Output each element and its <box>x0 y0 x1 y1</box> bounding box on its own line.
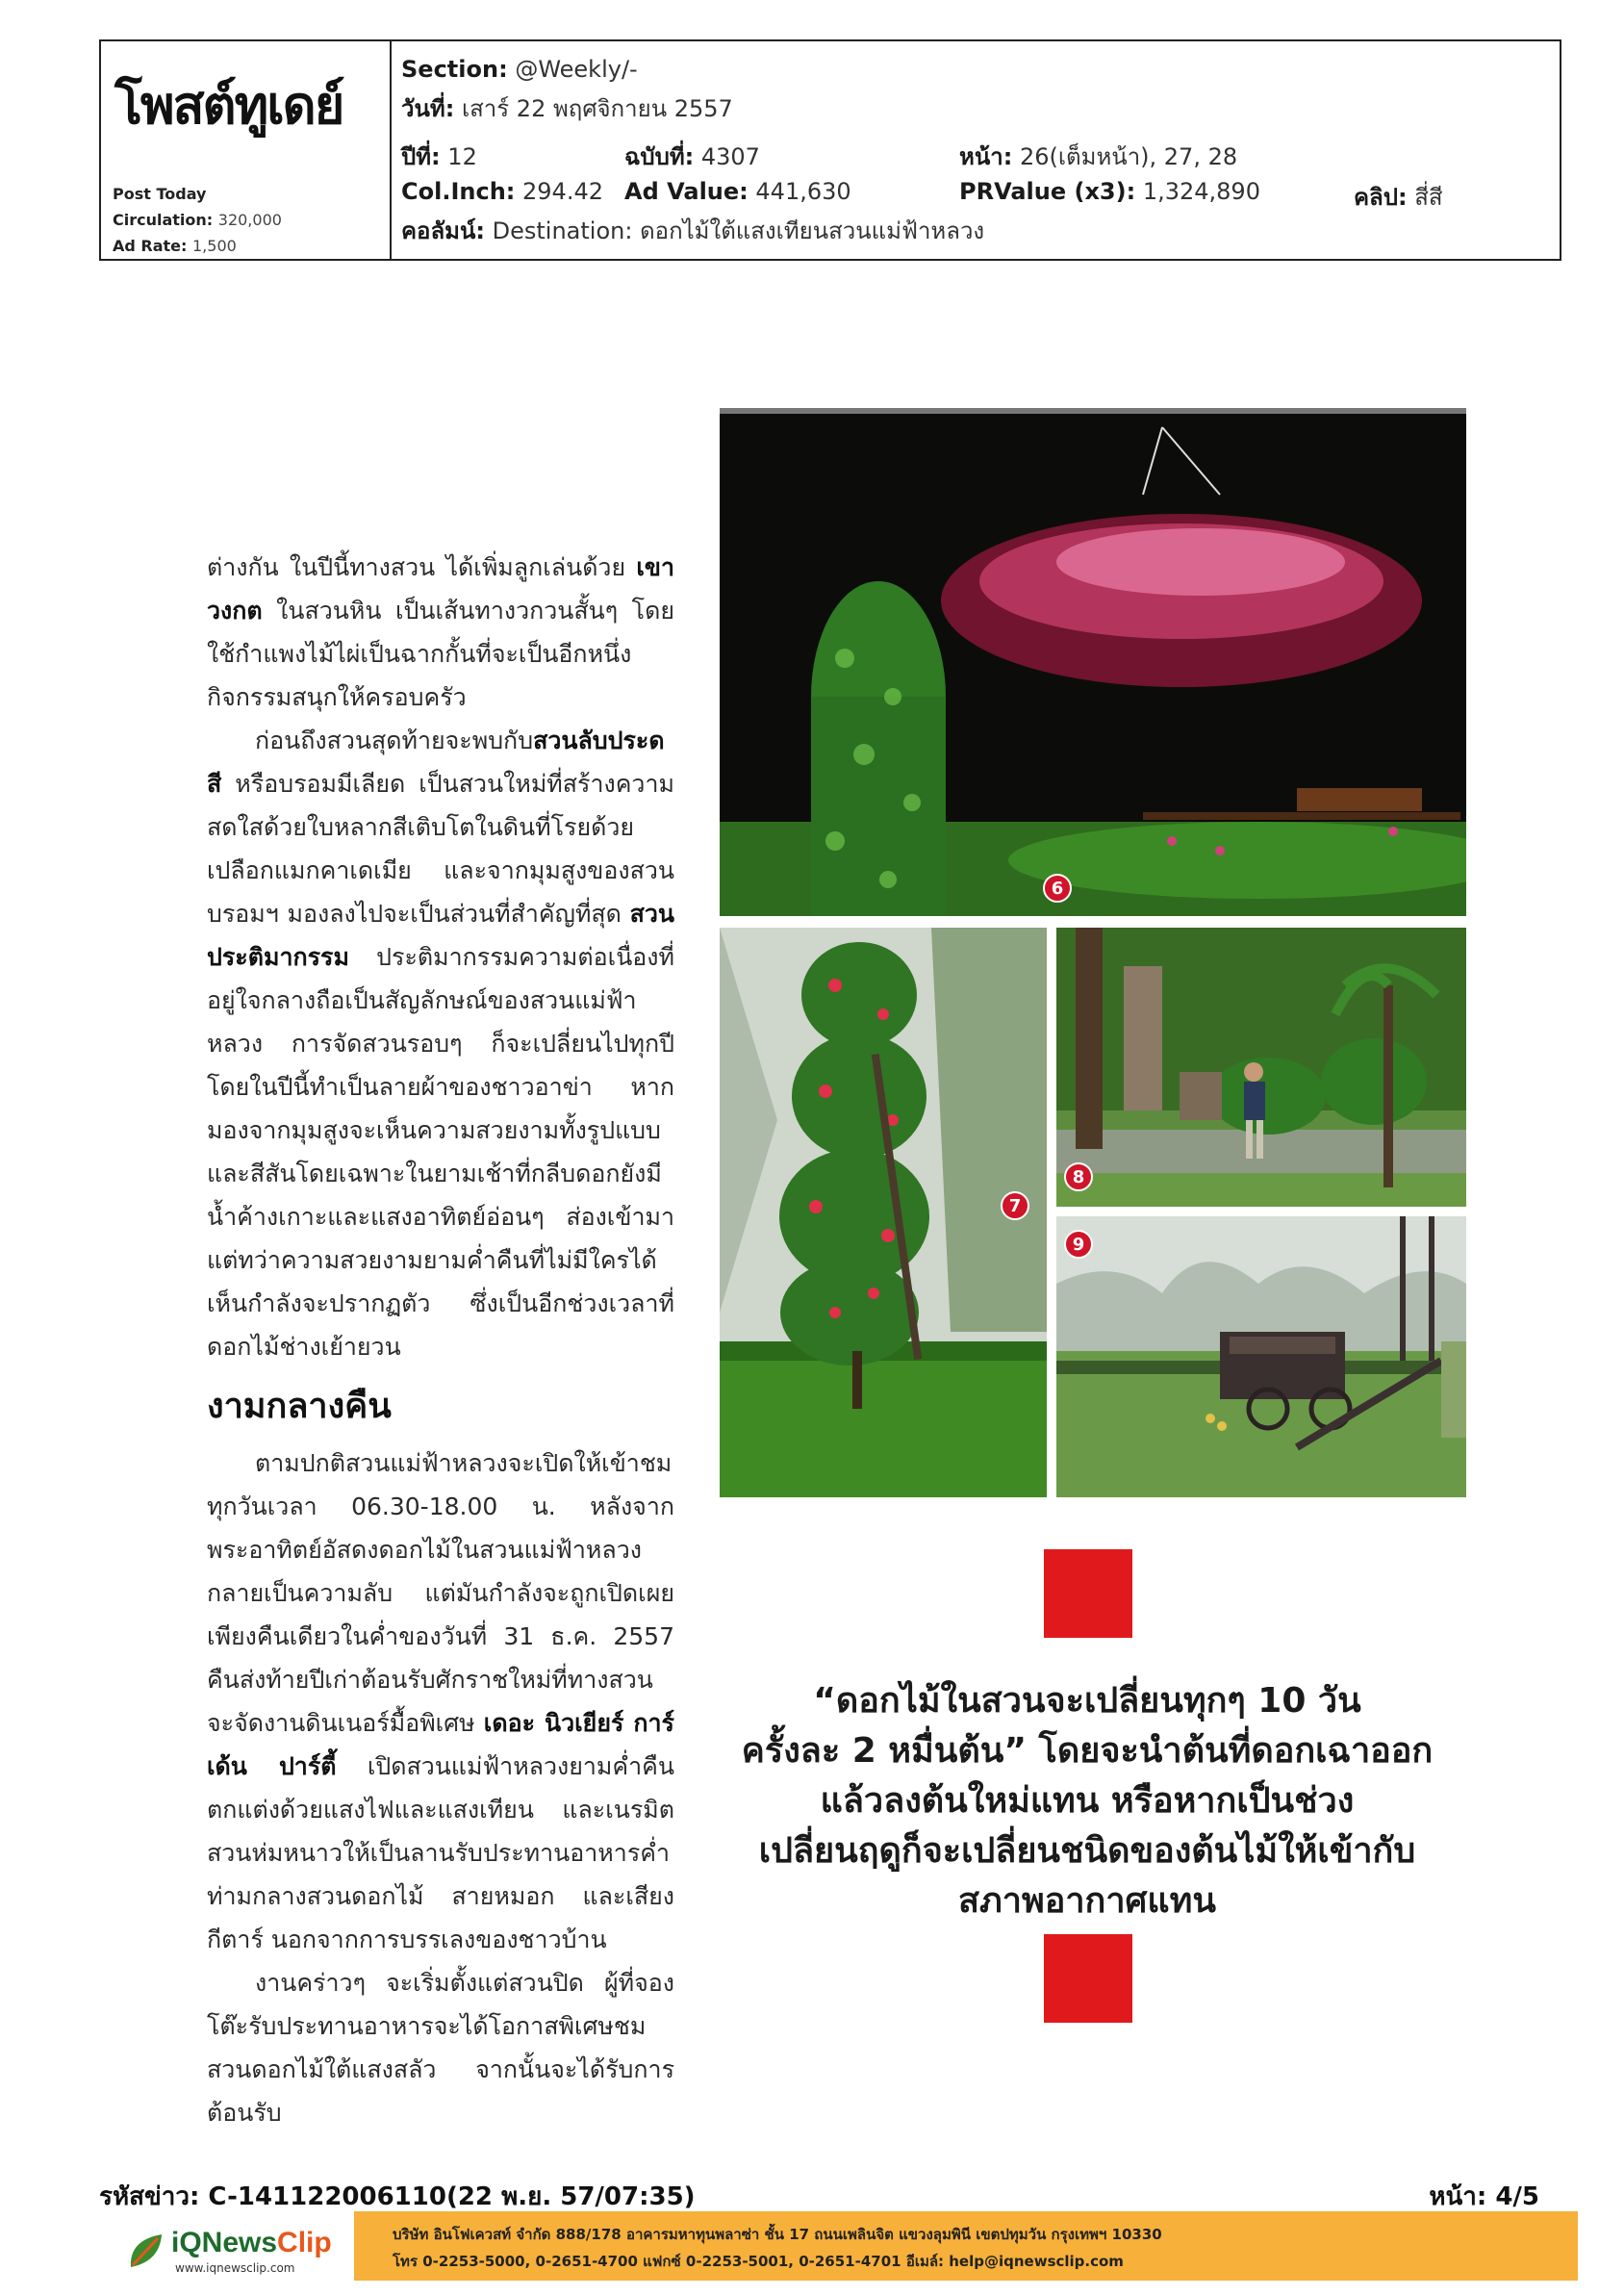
photo-family-garden <box>1056 928 1466 1207</box>
issue-field: ฉบับที่: 4307 <box>624 143 760 170</box>
column-row: คอลัมน์: Destination: ดอกไม้ใต้แสงเทียนสวนแม่ฟ้าหลวง <box>401 217 985 244</box>
clipping-details <box>392 41 1560 259</box>
article-subheading: งามกลางคืน <box>207 1387 392 1426</box>
news-code: รหัสข่าว: C-141122006110(22 พ.ย. 57/07:35) <box>99 2182 696 2211</box>
publication-name: Post Today <box>113 185 207 203</box>
quote-mark-bottom <box>1044 1934 1132 2023</box>
page-field: หน้า: 26(เต็มหน้า), 27, 28 <box>959 143 1238 170</box>
photo-flower-tower <box>720 928 1047 1497</box>
clipping-info-box <box>99 39 1561 261</box>
contact-info: โทร 0-2253-5000, 0-2651-4700 แฟกซ์ 0-2253-5001, 0-2651-4701 อีเมล์: help@iqnewsclip.com <box>393 2253 1124 2270</box>
publication-panel <box>101 41 392 259</box>
photo-night-garden <box>720 408 1466 916</box>
year-field: ปีที่: 12 <box>401 143 477 170</box>
photo-number-badge: 7 <box>1001 1191 1029 1220</box>
paragraph: ก่อนถึงสวนสุดท้ายจะพบกับสวนลับประดสี หรือบรอมมีเลียด เป็นสวนใหม่ที่สร้างความสดใสด้วยใบหลากสีเติบโตในดินที่โรยด้วยเปลือกแมกคาเดเมีย และจากมุมสูงของสวนบรอมฯ มองลงไปจะเป็นส่วนที่สำคัญที่สุด สวนประติมากรรม ประติมากรรมความต่อเนื่องที่อยู่ใจกลางถือเป็นสัญลักษณ์ของสวนแม่ฟ้าหลวง การจัดสวนรอบๆ ก็จะเปลี่ยนไปทุกปีโดยในปีนี้ทำเป็นลายผ้าของชาวอาข่า หากมองจากมุมสูงจะเห็นความสวยงามทั้งรูปแบบและสีสันโดยเฉพาะในยามเช้าที่กลีบดอกยังมีน้ำค้างเกาะและแสงอาทิตย์อ่อนๆ ส่องเข้ามา แต่ทว่าความสวยงามยามค่ำคืนที่ไม่มีใครได้เห็นกำลังจะปรากฏตัว ซึ่งเป็นอีกช่วงเวลาที่ดอกไม้ช่างเย้ายวน <box>207 727 674 1361</box>
clip-field: คลิป: สี่สี <box>1354 184 1443 211</box>
masthead-logo: โพสต์ทูเดย์ <box>114 75 343 136</box>
colinch-field: Col.Inch: 294.42 <box>401 178 603 205</box>
logo-wordmark: iQNewsClip <box>171 2227 332 2258</box>
page-number: หน้า: 4/5 <box>1429 2182 1539 2211</box>
iqnewsclip-logo <box>125 2225 346 2279</box>
paragraph: ตามปกติสวนแม่ฟ้าหลวงจะเปิดให้เข้าชมทุกวันเวลา 06.30-18.00 น. หลังจากพระอาทิตย์อัสดงดอกไม้ในสวนแม่ฟ้าหลวงกลายเป็นความลับ แต่มันกำลังจะถูกเปิดเผยเพียงคืนเดียวในค่ำของวันที่ 31 ธ.ค. 2557 คืนส่งท้ายปีเก่าต้อนรับศักราชใหม่ที่ทางสวน จะจัดงานดินเนอร์มื้อพิเศษ เดอะ นิวเยียร์ การ์เด้น ปาร์ตี้ เปิดสวนแม่ฟ้าหลวงยามค่ำคืนตกแต่งด้วยแสงไฟและแสงเทียน และเนรมิตสวนห่มหนาวให้เป็นลานรับประทานอาหารค่ำท่ามกลางสวนดอกไม้ สายหมอก และเสียงกีตาร์ นอกจากการบรรเลงของชาวบ้าน <box>207 1449 674 1953</box>
photo-misty-garden <box>1056 1216 1466 1497</box>
advalue-field: Ad Value: 441,630 <box>624 178 851 205</box>
article-body <box>207 546 674 2134</box>
footer-contact-band <box>354 2211 1578 2281</box>
photo-number-badge: 9 <box>1064 1230 1093 1259</box>
paragraph: ต่างกัน ในปีนี้ทางสวน ได้เพิ่มลูกเล่นด้วย เขาวงกต ในสวนหิน เป็นเส้นทางวกวนสั้นๆ โดยใช้กำแพงไม้ไผ่เป็นฉากกั้นที่จะเป็นอีกหนึ่งกิจกรรมสนุกให้ครอบครัว <box>207 553 674 711</box>
logo-url: www.iqnewsclip.com <box>175 2261 295 2275</box>
company-address: บริษัท อินโฟเควสท์ จำกัด 888/178 อาคารมหาทุนพลาซ่า ชั้น 17 ถนนเพลินจิต แขวงลุมพินี เขตปทุมวัน กรุงเทพฯ 10330 <box>393 2226 1162 2243</box>
quote-mark-top <box>1044 1549 1132 1638</box>
date-row: วันที่: เสาร์ 22 พฤศจิกายน 2557 <box>401 95 733 122</box>
photo-number-badge: 6 <box>1043 874 1072 903</box>
paragraph: งานคร่าวๆ จะเริ่มตั้งแต่สวนปิด ผู้ที่จองโต๊ะรับประทานอาหารจะได้โอกาสพิเศษชมสวนดอกไม้ใต้แสงสลัว จากนั้นจะได้รับการต้อนรับ <box>207 1969 674 2127</box>
ad-rate: Ad Rate: 1,500 <box>113 237 237 255</box>
leaf-icon <box>125 2229 169 2273</box>
photo-number-badge: 8 <box>1064 1162 1093 1191</box>
prvalue-field: PRValue (x3): 1,324,890 <box>959 178 1260 205</box>
pull-quote: “ดอกไม้ในสวนจะเปลี่ยนทุกๆ 10 วัน ครั้งละ 2 หมื่นต้น” โดยจะนำต้นที่ดอกเฉาออก แล้วลงต้นใหม่แทน หรือหากเป็นช่วง เปลี่ยนฤดูก็จะเปลี่ยนชนิดของต้นไม้ให้เข้ากับ สภาพอากาศแทน <box>741 1681 1434 1921</box>
circulation: Circulation: 320,000 <box>113 211 282 229</box>
section-row: Section: @Weekly/- <box>401 56 638 83</box>
